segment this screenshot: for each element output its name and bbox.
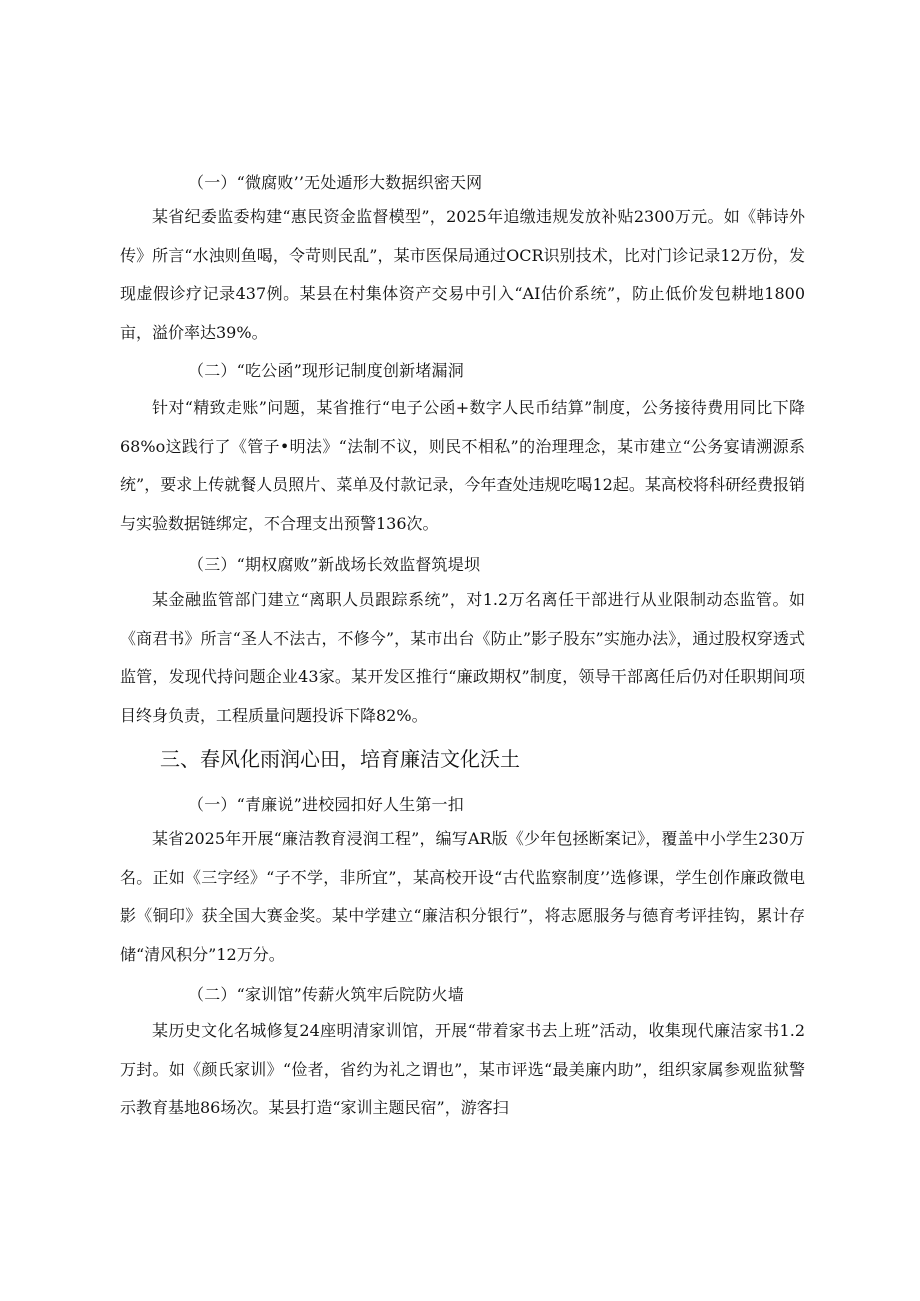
subsection-heading-micro-corruption: （一）“微腐败’’无处遁形大数据织密天网	[188, 173, 483, 192]
paragraph-official-letters: 针对“精致走账”问题，某省推行“电子公函+数字人民币结算”制度，公务接待费用同比下降68%o这践行了《管子•明法》“法制不议，则民不相私”的治理理念，某市建立“公务宴请溯源系统”，要求上传就餐人员照片、菜单及付款记录，今年查处违规吃喝12起。某高校将科研经费报销与实验数据链绑定，不合理支出预警136次。	[120, 398, 805, 533]
paragraph-campus: 某省2025年开展“廉洁教育浸润工程”，编写AR版《少年包拯断案记》，覆盖中小学生230万名。正如《三字经》“子不学，非所宜”，某高校开设“古代监察制度’’选修课，学生创作廉政微电影《铜印》获全国大赛金奖。某中学建立“廉洁积分银行”，将志愿服务与德育考评挂钩，累计存储“清风积分”12万分。	[120, 829, 805, 964]
paragraph-family-rules: 某历史文化名城修复24座明清家训馆，开展“带着家书去上班”活动，收集现代廉洁家书1.2万封。如《颜氏家训》“俭者，省约为礼之谓也”，某市评选“最美廉内助”，组织家属参观监狱警示教育基地86场次。某县打造“家训主题民宿”，游客扫	[120, 1021, 805, 1117]
subsection-heading-family-rules: （二）“家训馆”传薪火筑牢后院防火墙	[188, 985, 464, 1004]
section-heading-integrity-culture: 三、春风化雨润心田，培育廉洁文化沃土	[160, 747, 520, 771]
paragraph-option-corruption: 某金融监管部门建立“离职人员跟踪系统”，对1.2万名离任干部进行从业限制动态监管。如《商君书》所言“圣人不法古，不修今”，某市出台《防止”影子股东”实施办法》，通过股权穿透式监管，发现代持问题企业43家。某开发区推行“廉政期权”制度，领导干部离任后仍对任职期间项目终身负责，工程质量问题投诉下降82%。	[120, 590, 805, 725]
paragraph-micro-corruption: 某省纪委监委构建“惠民资金监督模型”，2025年追缴违规发放补贴2300万元。如《韩诗外传》所言“水浊则鱼喝，令苛则民乱”，某市医保局通过OCR识别技术，比对门诊记录12万份，发现虚假诊疗记录437例。某县在村集体资产交易中引入“AI估价系统”，防止低价发包耕地1800亩，溢价率达39%。	[120, 207, 805, 342]
subsection-heading-official-letters: （二）“吃公函”现形记制度创新堵漏洞	[188, 361, 464, 380]
subsection-heading-option-corruption: （三）“期权腐败”新战场长效监督筑堤坝	[188, 555, 481, 574]
subsection-heading-campus: （一）“青廉说”进校园扣好人生第一扣	[188, 795, 464, 814]
